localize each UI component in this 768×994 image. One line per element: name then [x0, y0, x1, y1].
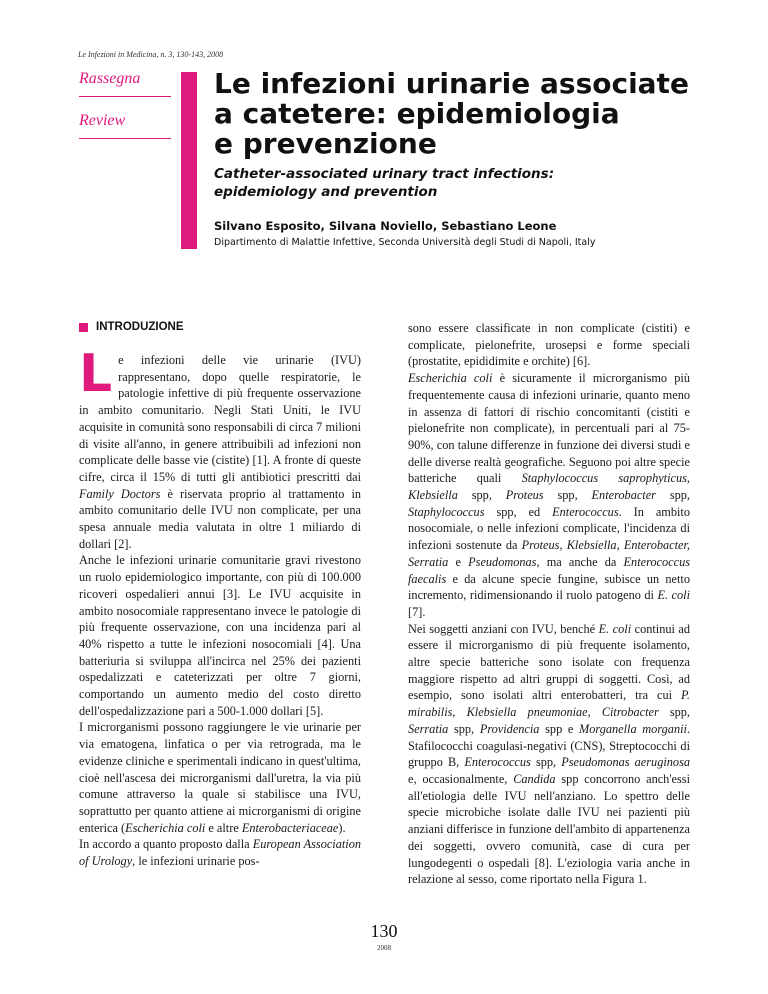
category-divider	[79, 96, 171, 97]
affiliation: Dipartimento di Malattie Infettive, Seconda Università degli Studi di Napoli, Italy	[214, 237, 596, 248]
paragraph: Escherichia coli è sicuramente il microrganismo più frequentemente causa di infezioni urinarie, quanto meno in assenza di fattori di rischio concomitanti (cistiti e pielonefrite non complicate), in percentuali pari al 75-90%, con talune differenze in funzione dei diversi studi e delle diverse realtà geografiche. Seguono poi altre specie batteriche quali Staphylococcus saprophyticus, Klebsiella spp, Proteus spp, Enterobacter spp, Staphylococcus spp, ed Enterococcus. In ambito nosocomiale, o nelle infezioni complicate, l'incidenza di infezioni sostenute da Proteus, Klebsiella, Enterobacter, Serratia e Pseudomonas, ma anche da Enterococcus faecalis e da alcune specie fungine, subisce un netto incremento, ridimensionando il ruolo patogeno di E. coli [7].	[408, 371, 691, 619]
paragraph: I microrganismi possono raggiungere le vie urinarie per via ematogena, linfatica o per via retrograda, ma le evidenze cliniche e sperimentali indicano in quest'ultima, cioè nell'ascesa dei microrganismi dall'uretra, la via più comune attraverso la quale si stabilisce una IVU, soprattutto per quanto attiene ai microrganismi di origine enterica (Escherichia coli e altre Enterobacteriaceae).	[79, 720, 361, 835]
page-year: 2008	[377, 944, 391, 952]
subtitle-line: Catheter-associated urinary tract infections:	[214, 166, 555, 182]
body-column-left	[79, 344, 362, 870]
paragraph: Nei soggetti anziani con IVU, benché E. coli continui ad essere il microrganismo di più frequente isolamento, altre specie batteriche sono isolate con frequenza maggiore rispetto ad altri gruppi di soggetti. Così, ad esempio, sono isolati altri enterobatteri, tra cui P. mirabilis, Klebsiella pneumoniae, Citrobacter spp, Serratia spp, Providencia spp e Morganella morganii. Stafilococchi coagulasi-negativi (CNS), Streptococchi di gruppo B, Enterococcus spp, Pseudomonas aeruginosa e, occasionalmente, Candida spp concorrono anch'essi all'etiologia delle IVU nell'anziano. Lo spettro delle specie microbiche isolate dalle IVU nei pazienti più anziani differisce in funzione dell'ambito di appartenenza dei soggetti, ovvero comunità, case di cura per lungodegenti o ospedali [8]. L'eziologia varia anche in relazione al sesso, come riportato nella Figura 1.	[408, 621, 691, 887]
article-subtitle	[214, 165, 554, 201]
title-line: a catetere: epidemiologia	[214, 97, 620, 130]
authors: Silvano Esposito, Silvana Noviello, Sebastiano Leone	[214, 219, 557, 233]
paragraph: Anche le infezioni urinarie comunitarie gravi rivestono un ruolo epidemiologico importante, con più di 100.000 ricoveri ospedalieri annui [3]. Le IVU acquisite in ambito nosocomiale rappresentano invece le patologie di più frequente osservazione, con una incidenza pari al 40% rispetto a tutte le infezioni nosocomiali [4]. Una batteriuria si sviluppa all'incirca nel 25% dei pazienti ospedalizzati e cateterizzati per oltre 7 giorni, comportando un aumento medio del costo diretto dell'ospedalizzazione pari a 500-1.000 dollari [5].	[79, 553, 361, 718]
category-italian: Rassegna	[79, 70, 141, 87]
page-number: 130	[370, 921, 398, 941]
section-bullet	[79, 323, 88, 332]
category-english: Review	[79, 112, 126, 129]
title-line: Le infezioni urinarie associate	[214, 67, 689, 100]
article-title	[214, 69, 694, 159]
paragraph: Le infezioni delle vie urinarie (IVU) rappresentano, dopo quelle respiratorie, le patologie infettive di più frequente osservazione in ambito comunitario. Negli Stati Uniti, le IVU acquisite in comunità sono responsabili di circa 7 milioni di visite all'anno, in genere attribuibili ad infezioni non complicate delle basse vie (cistite) [1]. A fronte di queste cifre, circa il 15% di tutti gli antibiotici prescritti dai Family Doctors è riservata proprio al trattamento in ambito comunitario delle IVU non complicate, per una spesa annuale media valutata in oltre 1 miliardo di dollari [2].	[79, 344, 362, 551]
section-heading	[79, 321, 184, 333]
title-line: e prevenzione	[214, 127, 437, 160]
paragraph: sono essere classificate in non complicate (cistiti) e complicate, pielonefrite, urosepsi e forme speciali (prostatite, epididimite e orchite) [6].	[408, 321, 690, 369]
drop-cap: L	[79, 344, 113, 404]
body-column-right	[408, 320, 690, 888]
accent-bar	[181, 72, 197, 249]
category-divider	[79, 138, 171, 139]
journal-citation: Le Infezioni in Medicina, n. 3, 130-143, 2008	[78, 50, 224, 59]
section-title: INTRODUZIONE	[96, 321, 184, 333]
paragraph: In accordo a quanto proposto dalla European Association of Urology, le infezioni urinarie pos-	[79, 837, 361, 869]
subtitle-line: epidemiology and prevention	[214, 184, 438, 200]
